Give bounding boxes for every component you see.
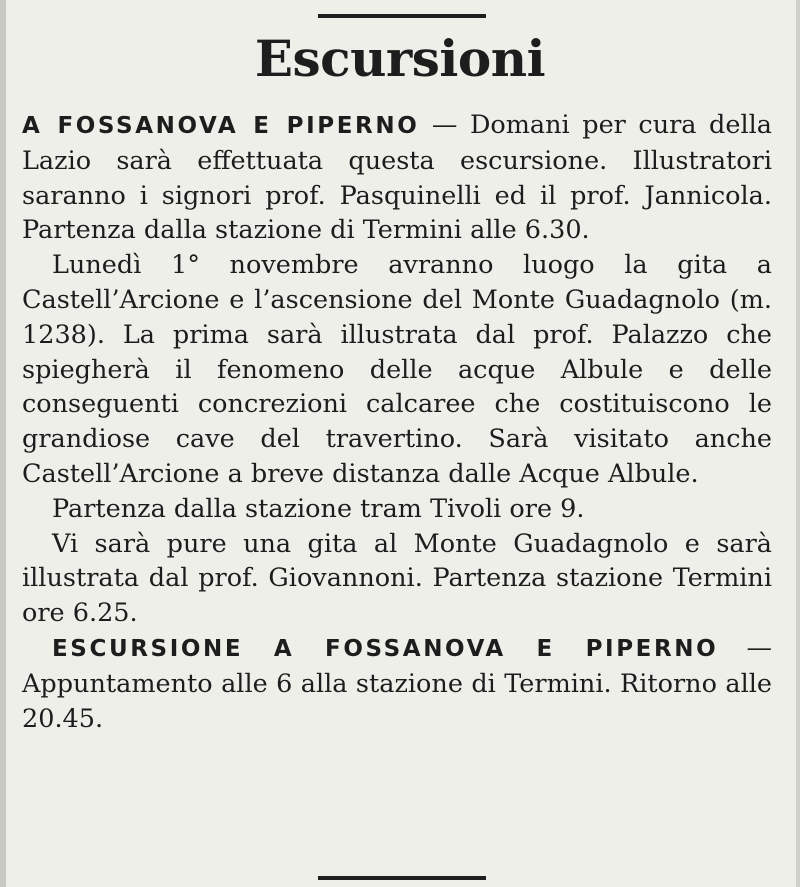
- paragraph-text: Domani per cura della Lazio sarà effettuata questa escursione. Illustratori saranno i signori prof. Pasquinelli ed il prof. Jannicola. Partenza dalla stazione di Termini alle 6.30.: [22, 110, 772, 246]
- paragraph-escursione-fossanova: [22, 631, 772, 736]
- left-margin-edge: [0, 0, 6, 887]
- paragraph-castell-arcione: [22, 248, 772, 492]
- heading-dash: —: [419, 110, 470, 140]
- paragraph-monte-guadagnolo: [22, 527, 772, 631]
- paragraph-heading: A FOSSANOVA E PIPERNO: [22, 113, 420, 139]
- paragraph-text: Lunedì 1° novembre avranno luogo la gita a Castell’Arcione e l’ascensione del Monte Guadagnolo (m. 1238). La prima sarà illustrata dal prof. Palazzo che spiegherà il fenomeno delle acque Albule e delle conseguenti concrezioni calcaree che costituiscono le grandiose cave del travertino. Sarà visitato anche Castell’Arcione a breve distanza dalle Acque Albule.: [22, 250, 772, 489]
- paragraph-text: Appuntamento alle 6 alla stazione di Termini. Ritorno alle 20.45.: [22, 668, 772, 734]
- paragraph-text: Vi sarà pure una gita al Monte Guadagnolo e sarà illustrata dal prof. Giovannoni. Partenza stazione Termini ore 6.25.: [22, 528, 772, 629]
- top-rule: [318, 14, 486, 18]
- bottom-rule: [318, 876, 486, 880]
- article-body: [22, 108, 772, 736]
- heading-dash: —: [718, 632, 773, 663]
- paragraph-partenza-tivoli: [22, 492, 772, 527]
- article-title: Escursioni: [254, 29, 546, 88]
- paragraph-heading: ESCURSIONE A FOSSANOVA E PIPERNO: [52, 635, 719, 662]
- paragraph-fossanova: [22, 108, 772, 248]
- paragraph-text: Partenza dalla stazione tram Tivoli ore 9.: [52, 493, 585, 524]
- right-margin-edge: [796, 0, 800, 887]
